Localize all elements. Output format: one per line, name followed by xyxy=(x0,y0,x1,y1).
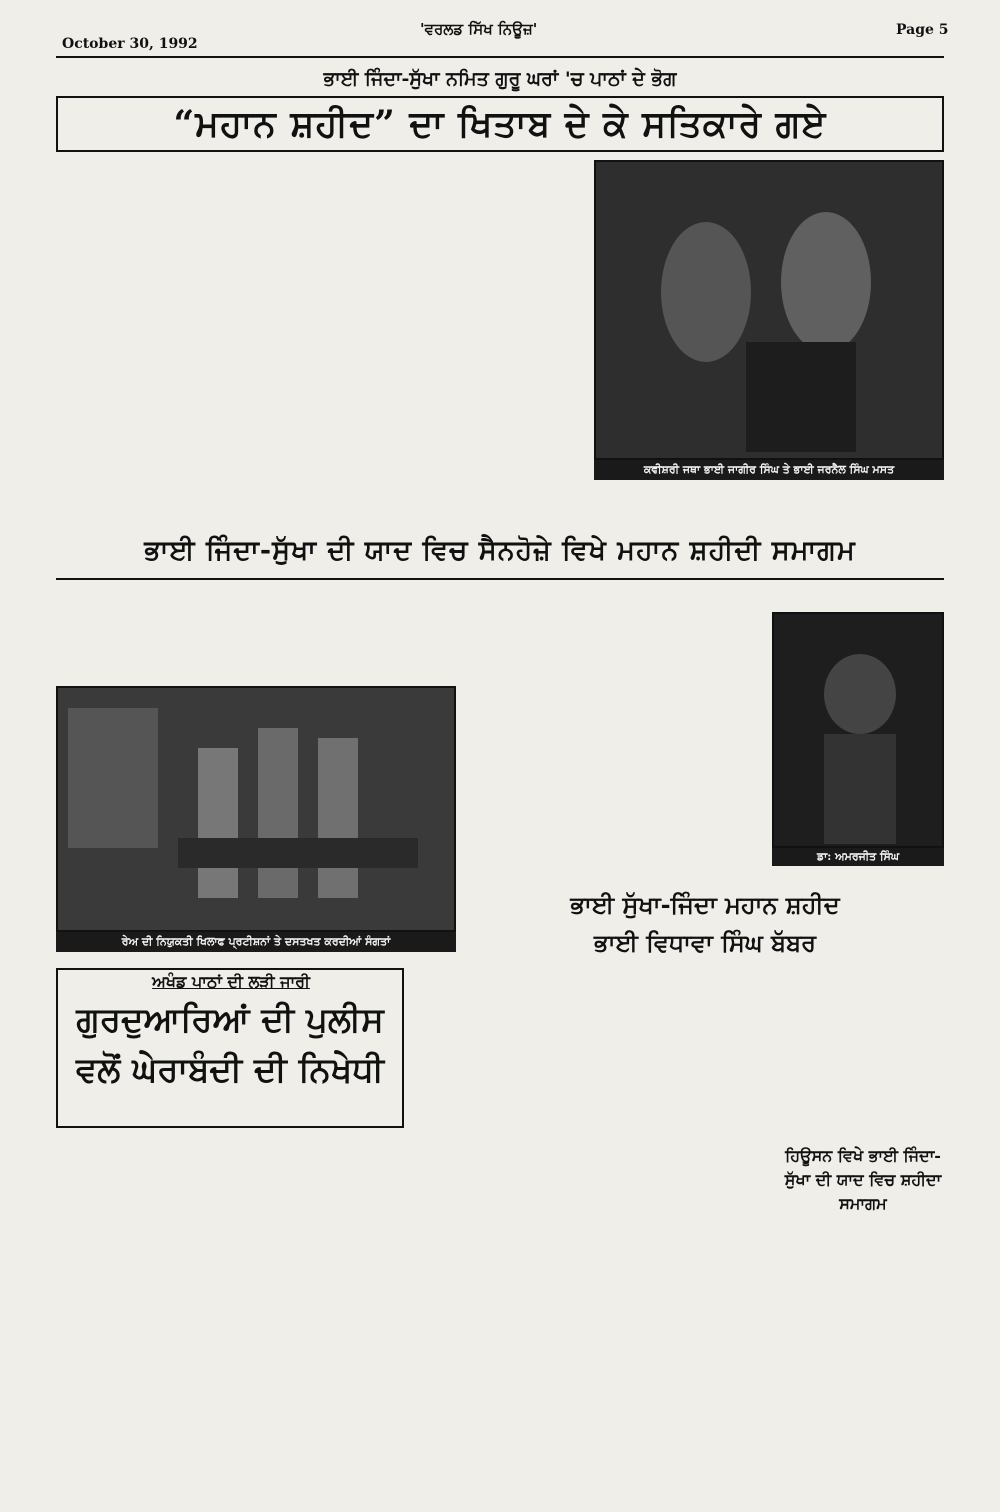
lower-left-headline-1: ਗੁਰਦੁਆਰਿਆਂ ਦੀ ਪੁਲੀਸ xyxy=(76,1000,384,1040)
lower-left-column-2 xyxy=(236,1134,404,1500)
lower-left-headline-box xyxy=(56,968,404,1128)
kavishri-jatha-photo xyxy=(596,162,944,460)
lower-left-headline-2: ਵਲੋਂ ਘੇਰਾਬੰਦੀ ਦੀ ਨਿਖੇਧੀ xyxy=(76,1050,384,1090)
lower-right-column-1 xyxy=(412,960,588,1500)
newspaper-name: 'ਵਰਲਡ ਸਿੱਖ ਨਿਊਜ਼' xyxy=(420,20,538,38)
top-story-photo-caption: ਕਵੀਸ਼ਰੀ ਜਥਾ ਭਾਈ ਜਾਗੀਰ ਸਿੰਘ ਤੇ ਭਾਈ ਜਰਨੈਲ ਸਿੰਘ ਮਸਤ xyxy=(594,460,944,480)
lower-left-kicker: ਅਖੰਡ ਪਾਠਾਂ ਦੀ ਲੜੀ ਜਾਰੀ xyxy=(152,972,310,991)
lower-right-headline-2: ਭਾਈ ਵਿਧਾਵਾ ਸਿੰਘ ਬੱਬਰ xyxy=(594,928,816,957)
lower-right-headline-1: ਭਾਈ ਸੁੱਖਾ-ਜਿੰਦਾ ਮਹਾਨ ਸ਼ਹੀਦ xyxy=(570,890,840,919)
masthead-rule xyxy=(56,56,944,58)
lower-right-column-4 xyxy=(778,1220,948,1500)
top-story-kicker: ਭਾਈ ਜਿੰਦਾ-ਸੁੱਖਾ ਨਮਿਤ ਗੁਰੂ ਘਰਾਂ 'ਚ ਪਾਠਾਂ ਦੇ ਭੋਗ xyxy=(323,68,677,90)
top-story-column-3 xyxy=(332,160,460,532)
issue-date: October 30, 1992 xyxy=(62,36,198,52)
middle-story-headline: ਭਾਈ ਜਿੰਦਾ-ਸੁੱਖਾ ਦੀ ਯਾਦ ਵਿਚ ਸੈਨਹੋਜ਼ੇ ਵਿਖੇ ਮਹਾਨ ਸ਼ਹੀਦੀ ਸਮਾਗਮ xyxy=(144,535,856,566)
petition-signing-photo xyxy=(58,688,456,932)
middle-story-photo-2 xyxy=(772,612,944,848)
middle-story-column-2 xyxy=(276,584,456,682)
lower-left-column-1 xyxy=(56,1134,226,1500)
lower-right-column-3 xyxy=(778,960,948,1140)
lower-right-subhead: ਹਿਊਸਨ ਵਿਖੇ ਭਾਈ ਜਿੰਦਾ-ਸੁੱਖਾ ਦੀ ਯਾਦ ਵਿਚ ਸ਼ਹੀਦਾ ਸਮਾਗਮ xyxy=(784,1146,942,1213)
middle-story-column-1 xyxy=(56,584,266,682)
top-story-photo xyxy=(594,160,944,460)
lower-right-column-2 xyxy=(598,960,768,1500)
page-number: Page 5 xyxy=(896,22,949,38)
top-story-column-5 xyxy=(778,486,944,532)
top-story-headline: “ਮਹਾਨ ਸ਼ਹੀਦ” ਦਾ ਖਿਤਾਬ ਦੇ ਕੇ ਸਤਿਕਾਰੇ ਗਏ xyxy=(56,96,944,152)
top-story-column-2 xyxy=(194,160,322,532)
middle-story-column-3 xyxy=(466,584,578,874)
middle-story-photo-caption: ਰੇਅ ਦੀ ਨਿਯੁਕਤੀ ਖਿਲਾਫ ਪ੍ਰਟੀਸ਼ਨਾਂ ਤੇ ਦਸਤਖਤ ਕਰਦੀਆਂ ਸੰਗਤਾਂ xyxy=(56,932,456,952)
middle-story-photo xyxy=(56,686,456,932)
amarjit-singh-photo xyxy=(774,614,944,848)
middle-story-rule xyxy=(56,578,944,580)
middle-story-photo-2-caption: ਡਾ: ਅਮਰਜੀਤ ਸਿੰਘ xyxy=(772,848,944,866)
top-story-column-4 xyxy=(594,486,768,532)
middle-story-column-4 xyxy=(588,584,762,874)
top-story-column-1 xyxy=(56,160,184,532)
